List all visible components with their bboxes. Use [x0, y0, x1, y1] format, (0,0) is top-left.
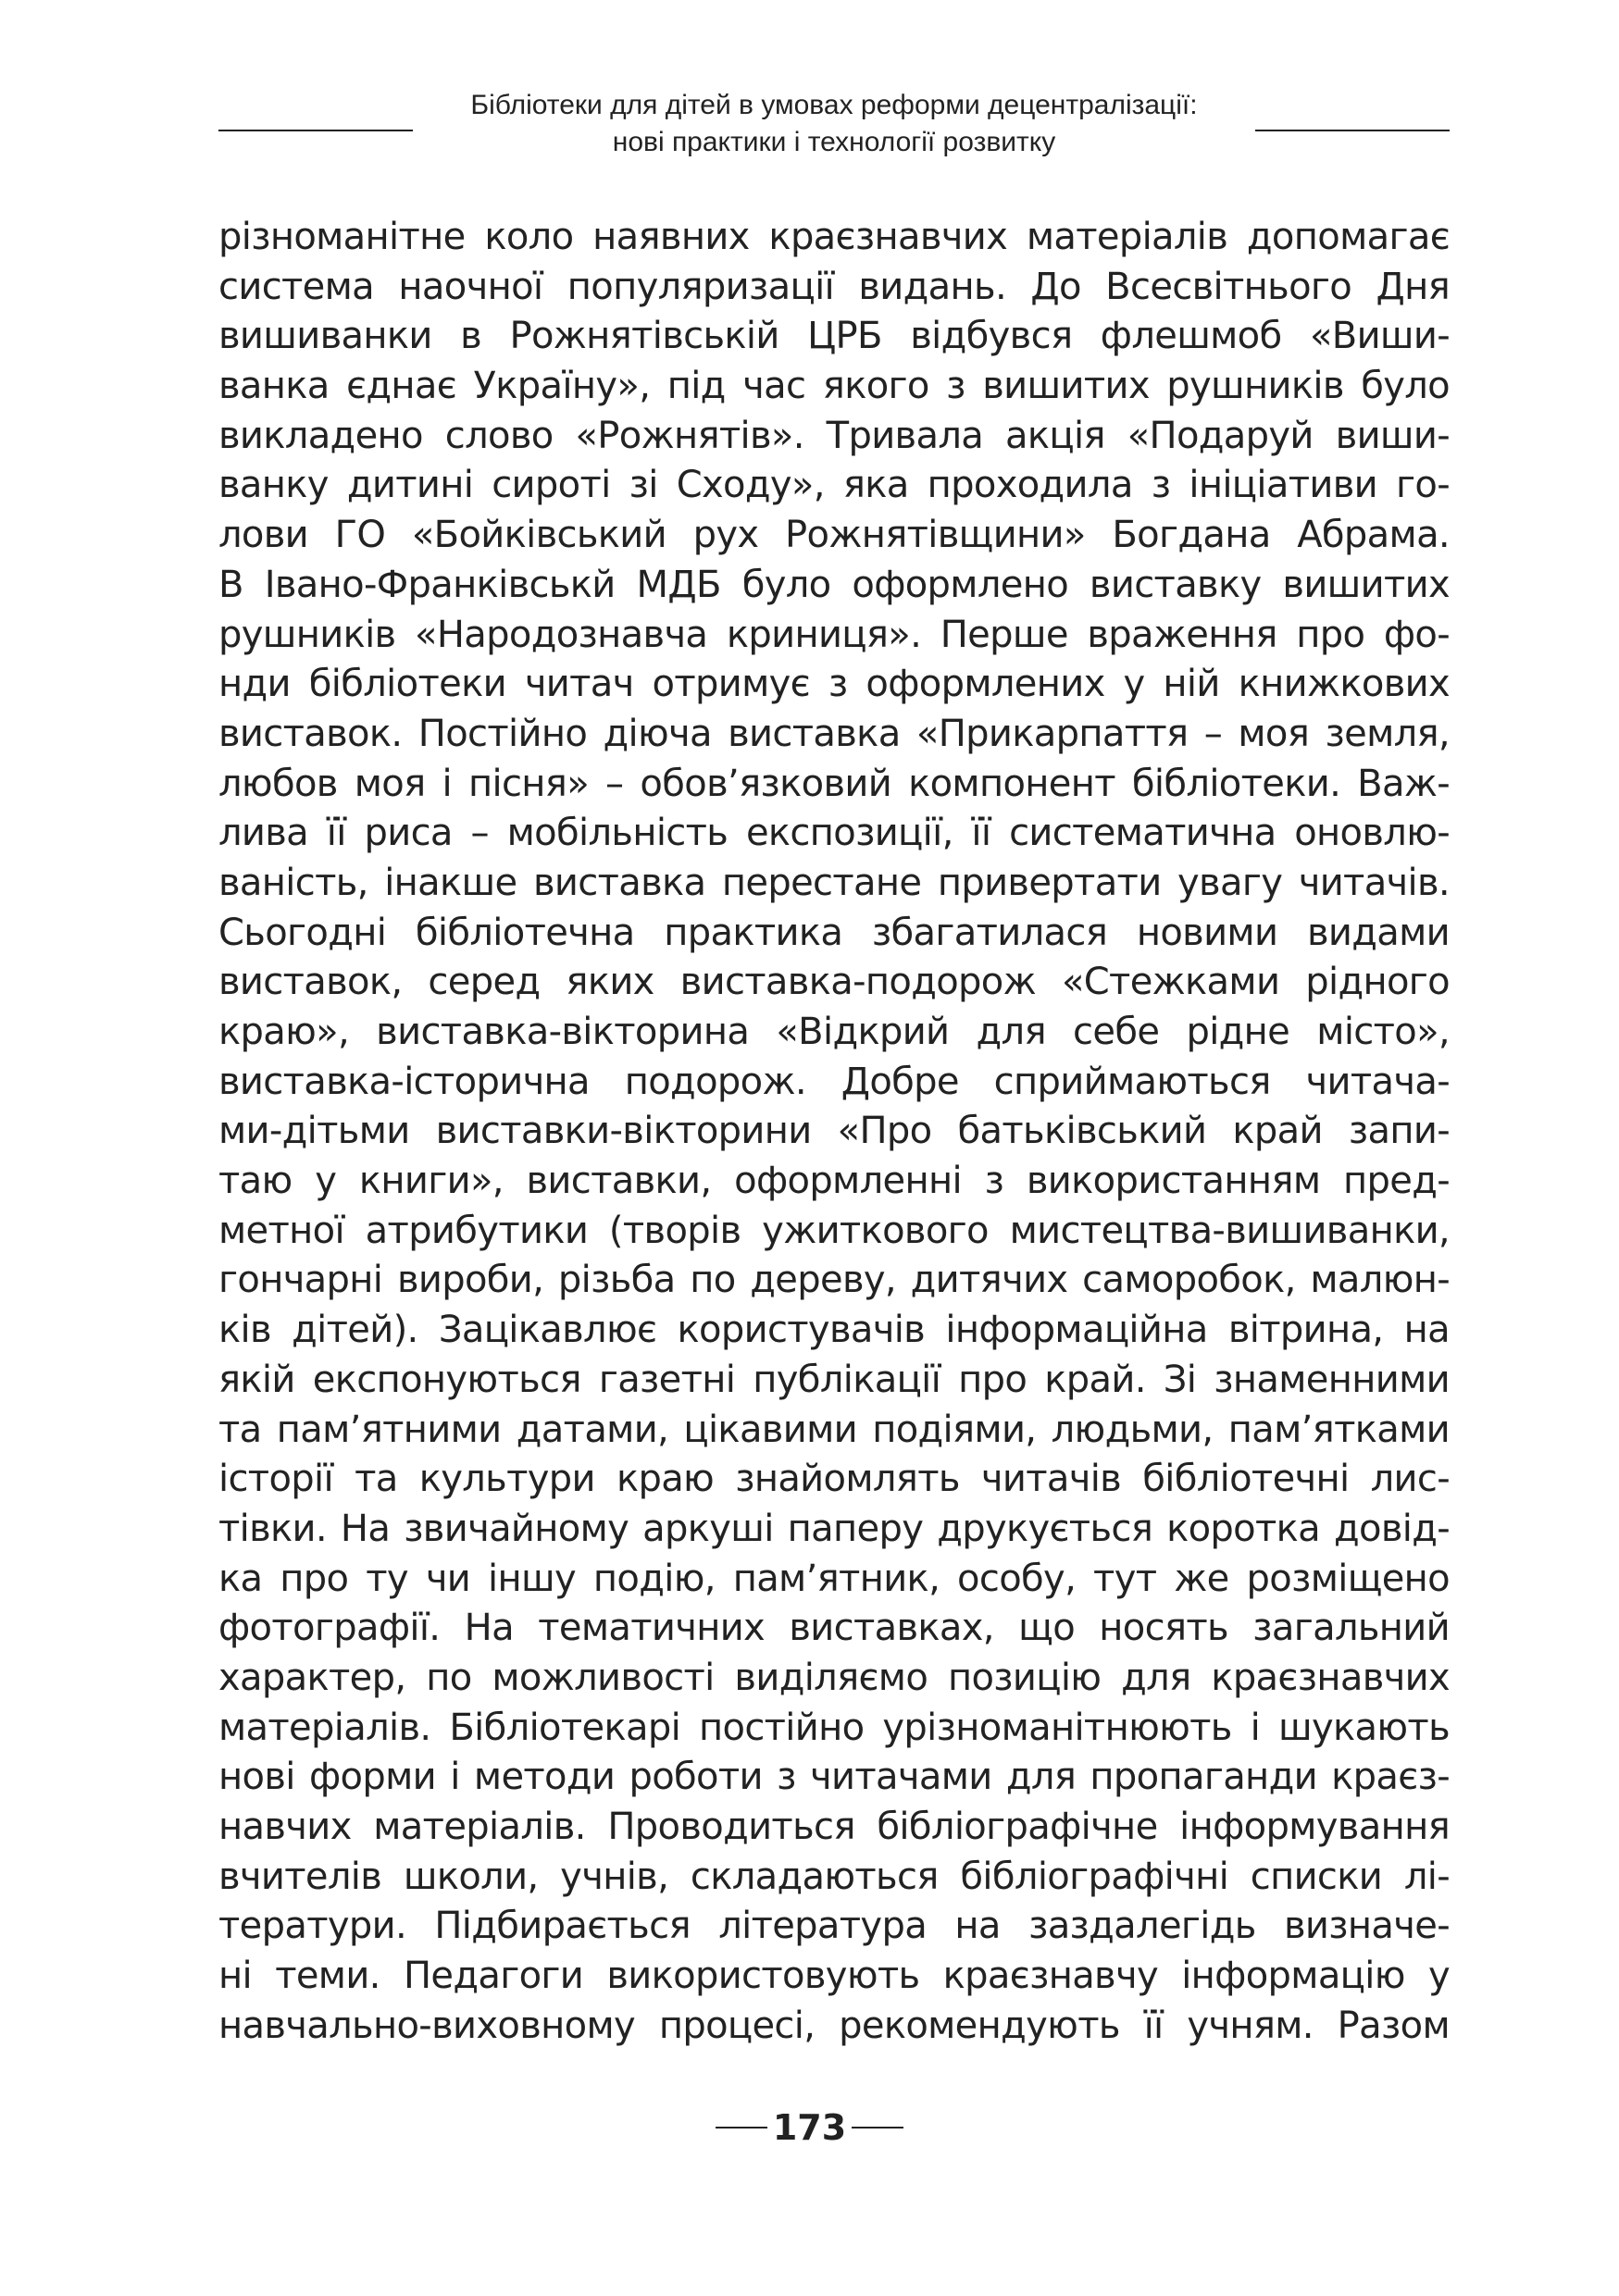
text-line: таю у книги», виставки, оформленні з використанням пред-: [218, 1160, 1450, 1203]
text-line: Сьогодні бібліотечна практика збагатилася новими видами: [218, 911, 1450, 954]
text-line: тівки. На звичайному аркуші паперу друкується коротка довід-: [218, 1507, 1450, 1550]
header-title-line-1: Бібліотеки для дітей в умовах реформи децентралізації:: [470, 90, 1198, 120]
text-line: історії та культури краю знайомлять читачів бібліотечні лис-: [218, 1458, 1450, 1501]
folio-rule-left: [716, 2127, 767, 2128]
folio-rule-right: [852, 2127, 903, 2128]
body-text: [218, 213, 1450, 2051]
text-line: характер, по можливості виділяємо позицію для краєзнавчих: [218, 1656, 1450, 1699]
text-line: любов моя і пісня» – обов’язковий компонент бібліотеки. Важ-: [218, 762, 1450, 805]
text-line: фотографії. На тематичних виставках, що носять загальний: [218, 1607, 1450, 1650]
text-line: лови ГО «Бойківський рух Рожнятівщини» Богдана Абрама.: [218, 514, 1450, 557]
text-line: ваність, інакше виставка перестане привертати увагу читачів.: [218, 861, 1450, 904]
header-rule-left: [218, 130, 413, 131]
text-line: гончарні вироби, різьба по дереву, дитячих саморобок, малюн-: [218, 1259, 1450, 1302]
header-rule-right: [1255, 130, 1450, 131]
text-line: В Івано-Франківськй МДБ було оформлено виставку вишитих: [218, 563, 1450, 606]
text-line: система наочної популяризації видань. До Всесвітнього Дня: [218, 265, 1450, 308]
text-line: ків дітей). Зацікавлює користувачів інформаційна вітрина, на: [218, 1309, 1450, 1352]
text-line: ми-дітьми виставки-вікторини «Про батьківський край запи-: [218, 1110, 1450, 1153]
text-line: навчих матеріалів. Проводиться бібліографічне інформування: [218, 1806, 1450, 1848]
text-line: рушників «Народознавча криниця». Перше враження про фо-: [218, 613, 1450, 656]
header-title-line-2: нові практики і технології розвитку: [612, 127, 1056, 157]
page-number: 173: [772, 2107, 847, 2148]
text-line: метної атрибутики (творів ужиткового мистецтва-вишиванки,: [218, 1209, 1450, 1252]
text-line: нди бібліотеки читач отримує з оформлених у ній книжкових: [218, 663, 1450, 706]
text-line: краю», виставка-вікторина «Відкрий для себе рідне місто»,: [218, 1011, 1450, 1053]
text-line: вчителів школи, учнів, складаються бібліографічні списки лі-: [218, 1855, 1450, 1898]
page-footer: [0, 2104, 1619, 2151]
text-line: матеріалів. Бібліотекарі постійно урізноманітнюють і шукають: [218, 1706, 1450, 1749]
running-header: [218, 87, 1450, 170]
text-line: вишиванки в Рожнятівській ЦРБ відбувся флешмоб «Виши-: [218, 315, 1450, 358]
text-line: тератури. Підбирається література на заздалегідь визначе-: [218, 1905, 1450, 1948]
text-line: лива її риса – мобільність експозиції, її систематична оновлю-: [218, 812, 1450, 855]
text-line: нові форми і методи роботи з читачами для пропаганди краєз-: [218, 1756, 1450, 1799]
text-line: виставка-історична подорож. Добре сприймаються читача-: [218, 1060, 1450, 1103]
text-line: ванка єднає Україну», під час якого з вишитих рушників було: [218, 365, 1450, 408]
text-line: різноманітне коло наявних краєзнавчих матеріалів допомагає: [218, 216, 1450, 258]
text-line: ні теми. Педагоги використовують краєзнавчу інформацію у: [218, 1955, 1450, 1998]
text-line: ванку дитині сироті зі Сходу», яка проходила з ініціативи го-: [218, 464, 1450, 507]
text-line: та пам’ятними датами, цікавими подіями, людьми, пам’ятками: [218, 1408, 1450, 1451]
text-line: навчально-виховному процесі, рекомендують її учням. Разом: [218, 2004, 1450, 2047]
text-line: ка про ту чи іншу подію, пам’ятник, особу, тут же розміщено: [218, 1557, 1450, 1600]
text-line: виставок. Постійно діюча виставка «Прикарпаття – моя земля,: [218, 712, 1450, 755]
text-line: викладено слово «Рожнятів». Тривала акція «Подаруй виши-: [218, 414, 1450, 457]
folio: [716, 2104, 903, 2151]
text-line: якій експонуються газетні публікації про край. Зі знаменними: [218, 1358, 1450, 1401]
text-line: виставок, серед яких виставка-подорож «Стежками рідного: [218, 961, 1450, 1004]
header-title: [413, 87, 1255, 161]
